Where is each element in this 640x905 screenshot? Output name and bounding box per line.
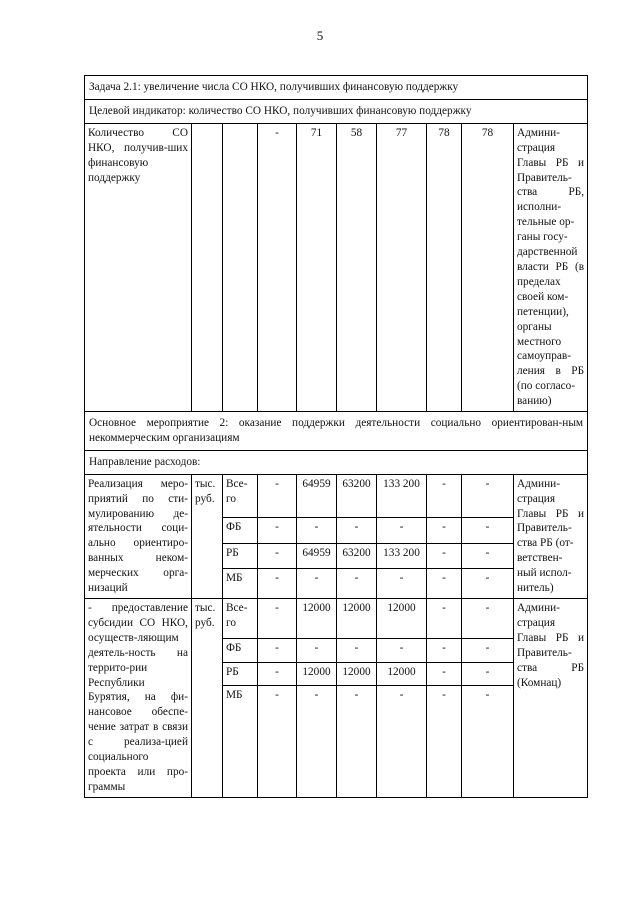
- page-number: 5: [316, 28, 324, 43]
- value-cell: 63200: [337, 543, 377, 568]
- value-cell: -: [258, 569, 297, 599]
- table-row: [85, 599, 588, 639]
- value-cell: -: [427, 474, 462, 518]
- value-cell: 12000: [377, 662, 427, 685]
- value-cell: -: [337, 686, 377, 798]
- value-cell: -: [377, 518, 427, 543]
- main-event-row: [85, 412, 588, 451]
- value-cell: -: [258, 543, 297, 568]
- value-cell: -: [462, 639, 514, 662]
- value-cell: 64959: [297, 543, 337, 568]
- value-cell: -: [297, 639, 337, 662]
- task-text: Задача 2.1: увеличение числа СО НКО, получивших финансовую поддержку: [85, 76, 588, 100]
- value-cell: -: [337, 639, 377, 662]
- value-cell: -: [427, 686, 462, 798]
- indicator-type: [223, 123, 258, 411]
- value-cell: 133 200: [377, 543, 427, 568]
- value-cell: -: [258, 686, 297, 798]
- value-cell: -: [337, 569, 377, 599]
- source-cell: Все- го: [223, 599, 258, 639]
- source-cell: МБ: [223, 686, 258, 798]
- value-cell: -: [297, 569, 337, 599]
- value-cell: -: [377, 569, 427, 599]
- indicator-row: [85, 123, 588, 411]
- indicator-unit: [192, 123, 223, 411]
- value-cell: -: [258, 639, 297, 662]
- value-cell: 64959: [297, 474, 337, 518]
- program-table: [84, 75, 588, 798]
- value-cell: 12000: [337, 662, 377, 685]
- task-row: [85, 76, 588, 100]
- value-cell: -: [427, 599, 462, 639]
- source-cell: РБ: [223, 662, 258, 685]
- value-cell: -: [377, 639, 427, 662]
- value-cell: -: [462, 474, 514, 518]
- main-event-text: Основное мероприятие 2: оказание поддержки деятельности социально ориентирован-ным некоммерческим организациям: [85, 412, 588, 451]
- block2-name: - предоставление субсидии СО НКО, осуществ-ляющим деятель-ность на террито-рии Республики Бурятия, на фи-нансовое обеспе-чение затрат в связи с реализа-цией социального проекта или про-граммы: [85, 599, 192, 798]
- value-cell: -: [462, 543, 514, 568]
- source-cell: ФБ: [223, 639, 258, 662]
- block1-name: Реализация меро-приятий по сти-мулированию де-ятельности соци-ально ориентиро-ванных неком-мерческих орга-низаций: [85, 474, 192, 598]
- value-cell: -: [297, 518, 337, 543]
- source-cell: МБ: [223, 569, 258, 599]
- table-row: [85, 474, 588, 518]
- value-cell: -: [427, 569, 462, 599]
- value-cell: -: [427, 639, 462, 662]
- value-cell: 12000: [297, 599, 337, 639]
- value-cell: -: [462, 518, 514, 543]
- value-cell: 12000: [297, 662, 337, 685]
- value-cell: -: [427, 662, 462, 685]
- value-cell: -: [462, 662, 514, 685]
- value-cell: 133 200: [377, 474, 427, 518]
- value-cell: -: [258, 474, 297, 518]
- value-cell: 12000: [337, 599, 377, 639]
- value-cell: -: [377, 686, 427, 798]
- expense-direction-text: Направление расходов:: [85, 450, 588, 474]
- source-cell: ФБ: [223, 518, 258, 543]
- value-cell: -: [337, 518, 377, 543]
- block1-responsible: Админи- страция Главы РБ и Правитель- ства РБ (от- ветствен- ный испол- нитель): [514, 474, 588, 598]
- indicator-responsible: Админи- страция Главы РБ и Правитель- ства РБ, исполни- тельные ор- ганы госу- дарственной власти РБ (в пределах своей ком- петенции), органы местного самоуправ- ления в РБ (по согласо- ванию): [514, 123, 588, 411]
- value-cell: -: [258, 599, 297, 639]
- source-cell: Все- го: [223, 474, 258, 518]
- value-cell: 12000: [377, 599, 427, 639]
- indicator-value: 78: [462, 123, 514, 411]
- indicator-name: Количество СО НКО, получив-ших финансовую поддержку: [85, 123, 192, 411]
- value-cell: -: [297, 686, 337, 798]
- indicator-header-row: [85, 99, 588, 123]
- value-cell: 63200: [337, 474, 377, 518]
- expense-direction-row: [85, 450, 588, 474]
- indicator-text: Целевой индикатор: количество СО НКО, получивших финансовую поддержку: [85, 99, 588, 123]
- value-cell: -: [462, 686, 514, 798]
- block2-responsible: Админи- страция Главы РБ и Правитель- ства РБ (Комнац): [514, 599, 588, 798]
- indicator-value: 78: [427, 123, 462, 411]
- value-cell: -: [462, 569, 514, 599]
- value-cell: -: [427, 543, 462, 568]
- value-cell: -: [462, 599, 514, 639]
- block1-unit: тыс. руб.: [192, 474, 223, 598]
- block2-unit: тыс. руб.: [192, 599, 223, 798]
- indicator-value: 77: [377, 123, 427, 411]
- indicator-value: 58: [337, 123, 377, 411]
- indicator-value: 71: [297, 123, 337, 411]
- source-cell: РБ: [223, 543, 258, 568]
- indicator-value: -: [258, 123, 297, 411]
- value-cell: -: [258, 662, 297, 685]
- value-cell: -: [427, 518, 462, 543]
- value-cell: -: [258, 518, 297, 543]
